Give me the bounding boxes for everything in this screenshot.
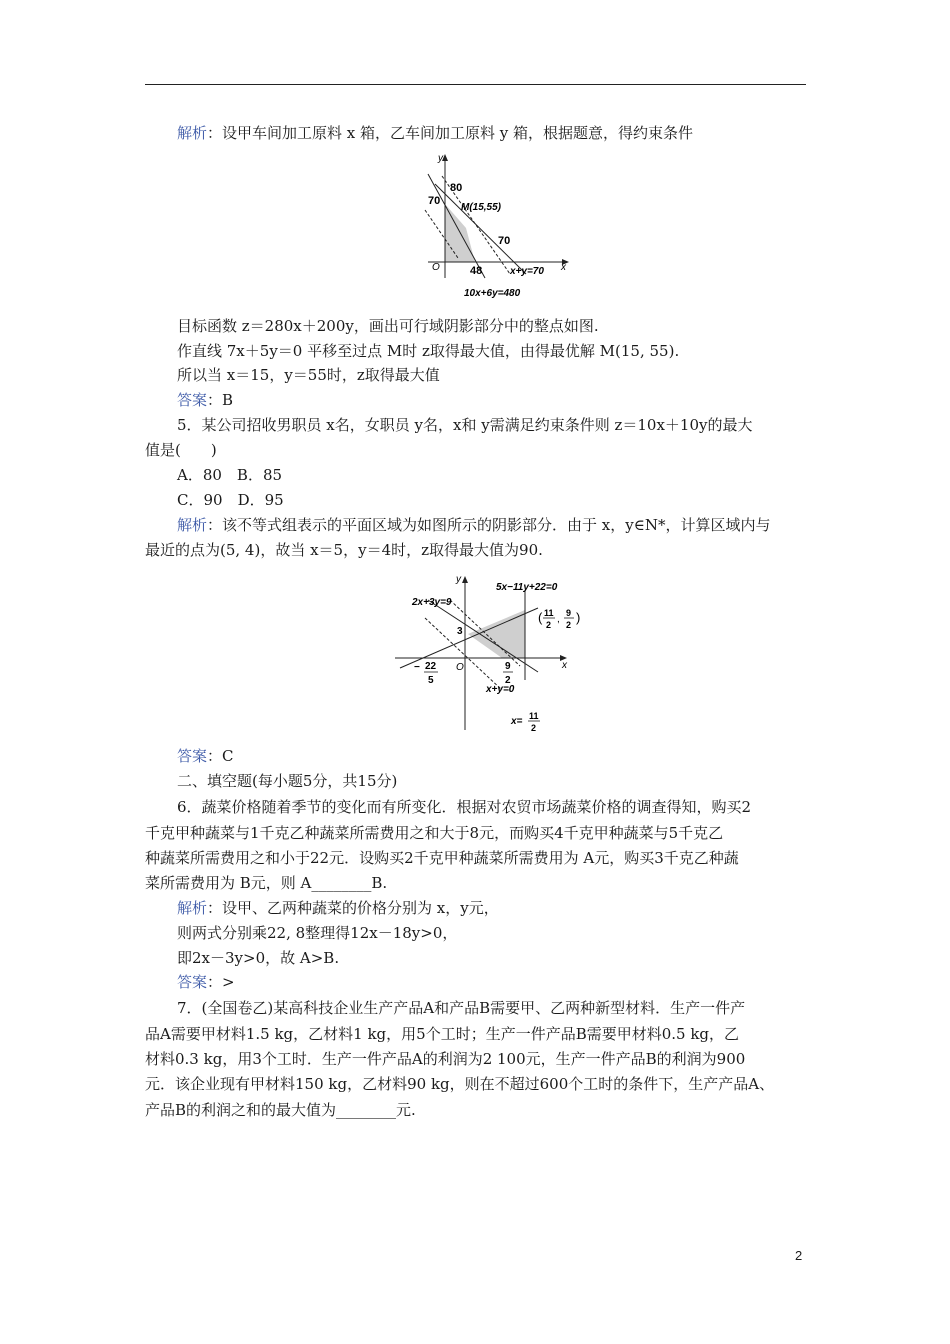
q5-stem-2: 值是( ) xyxy=(145,441,217,459)
q6-answer: 答案：> xyxy=(177,973,235,991)
svg-text:5: 5 xyxy=(428,675,434,686)
svg-text:9: 9 xyxy=(566,608,572,618)
tick-9-2 xyxy=(503,661,513,686)
q6-line-2: 千克甲种蔬菜与1千克乙种蔬菜所需费用之和大于8元，而购买4千克甲种蔬菜与5千克乙 xyxy=(145,824,724,842)
q4-feasible-region-figure xyxy=(420,146,580,302)
page-number: 2 xyxy=(795,1248,803,1263)
q6-analysis-1: 解析：设甲、乙两种蔬菜的价格分别为 x，y元， xyxy=(177,899,499,917)
svg-text:2: 2 xyxy=(546,620,552,630)
svg-text:(: ( xyxy=(538,610,543,625)
line-1-label: x+y=70 xyxy=(510,266,544,277)
tick-70-x: 70 xyxy=(498,235,511,247)
tick-80: 80 xyxy=(450,182,463,194)
svg-text:2: 2 xyxy=(566,620,572,630)
tick-neg-22-5 xyxy=(414,661,438,686)
tick-48: 48 xyxy=(470,265,483,277)
q6-line-1: 6．蔬菜价格随着季节的变化而有所变化．根据对农贸市场蔬菜价格的调查得知，购买2 xyxy=(177,798,752,816)
line-2-label: 10x+6y=480 xyxy=(464,288,521,299)
q7-line-5: 产品B的利润之和的最大值为________元. xyxy=(145,1101,416,1119)
tick-3: 3 xyxy=(457,626,463,637)
q6-line-3: 种蔬菜所需费用之和小于22元．设购买2千克甲种蔬菜所需费用为 A元，购买3千克乙种蔬 xyxy=(145,849,739,867)
line-c-label: x+y=0 xyxy=(486,684,515,695)
q4-line-2: 作直线 7x＋5y＝0 平移至过点 M时 z取得最大值，由得最优解 M(15, 55). xyxy=(177,342,680,360)
tick-70-y: 70 xyxy=(428,195,441,207)
svg-text:x=: x= xyxy=(511,716,523,727)
q4-analysis: 解析：设甲车间加工原料 x 箱，乙车间加工原料 y 箱，根据题意，得约束条件 xyxy=(177,124,694,142)
q7-line-2: 品A需要甲材料1.5 kg，乙材料1 kg，用5个工时；生产一件产品B需要甲材料0.5 kg，乙 xyxy=(145,1025,740,1043)
svg-text:11: 11 xyxy=(529,711,539,721)
q5-feasible-region-figure xyxy=(390,570,600,735)
q6-line-4: 菜所需费用为 B元，则 A________B. xyxy=(145,874,388,892)
svg-text:2: 2 xyxy=(505,675,511,686)
q5-options-1: A．80 B．85 xyxy=(177,466,283,484)
svg-text:22: 22 xyxy=(425,661,437,672)
q6-analysis-2: 则两式分别乘22, 8整理得12x－18y>0， xyxy=(177,924,458,942)
origin-label: O xyxy=(432,262,440,273)
point-m-label: M(15,55) xyxy=(461,202,502,213)
q4-line-1: 目标函数 z＝280x＋200y，画出可行域阴影部分中的整点如图. xyxy=(177,317,599,335)
analysis-label: 解析 xyxy=(177,124,208,142)
q7-line-4: 元．该企业现有甲材料150 kg，乙材料90 kg，则在不超过600个工时的条件下，生产产品A、 xyxy=(145,1075,775,1093)
q5-analysis-2: 最近的点为(5, 4)，故当 x＝5，y＝4时，z取得最大值为90. xyxy=(145,541,543,559)
line-b-label: 5x−11y+22=0 xyxy=(496,582,558,593)
q6-analysis-3: 即2x－3y>0，故 A>B. xyxy=(177,949,340,967)
vertical-line-label xyxy=(510,711,540,733)
svg-text:9: 9 xyxy=(505,661,511,672)
q5-options-2: C．90 D．95 xyxy=(177,491,284,509)
section-2-heading: 二、填空题(每小题5分，共15分) xyxy=(177,772,398,790)
svg-text:): ) xyxy=(576,610,581,625)
q4-line-3: 所以当 x＝15，y＝55时，z取得最大值 xyxy=(177,366,440,384)
q7-line-3: 材料0.3 kg，用3个工时．生产一件产品A的利润为2 100元，生产一件产品B的利润为900 xyxy=(145,1050,746,1068)
y-axis-arrow xyxy=(462,576,468,583)
q7-line-1: 7．(全国卷乙)某高科技企业生产产品A和产品B需要甲、乙两种新型材料．生产一件产 xyxy=(177,999,746,1017)
svg-text:−: − xyxy=(414,662,420,673)
q5-answer: 答案：C xyxy=(177,747,234,765)
q5-stem-1: 5．某公司招收男职员 x名，女职员 y名，x和 y需满足约束条件则 z＝10x＋10y的最大 xyxy=(177,416,753,434)
svg-text:2: 2 xyxy=(531,723,537,733)
x-axis-label: x xyxy=(561,262,566,273)
y-axis-label: y xyxy=(456,574,461,585)
x-axis-label: x xyxy=(562,660,567,671)
svg-text:,: , xyxy=(557,614,560,625)
q4-answer: 答案：B xyxy=(177,391,234,409)
origin-label: O xyxy=(456,662,464,673)
y-axis-label: y xyxy=(438,153,443,164)
line-a-label: 2x+3y=9 xyxy=(412,597,452,608)
vertex-point-label xyxy=(538,608,580,630)
q5-analysis-1: 解析：该不等式组表示的平面区域为如图所示的阴影部分．由于 x，y∈N*，计算区域内与 xyxy=(177,516,771,534)
svg-text:11: 11 xyxy=(544,608,554,618)
header-rule xyxy=(145,84,806,85)
